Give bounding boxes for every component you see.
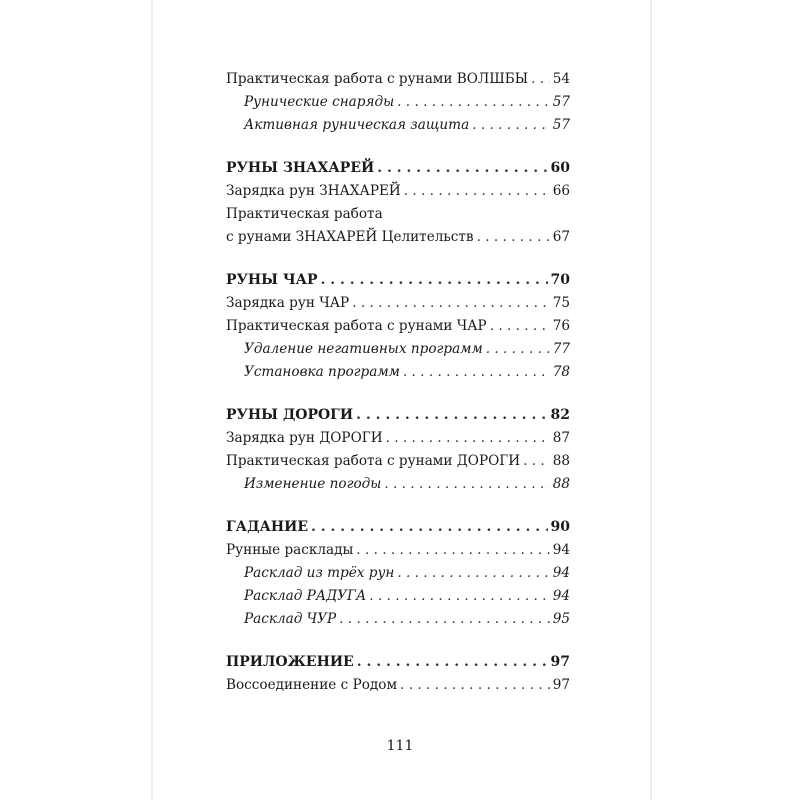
toc-page-number: 60: [550, 160, 570, 176]
toc-entry: [226, 180, 570, 203]
toc-entry-title: Установка программ: [244, 364, 400, 380]
toc-entry-title: РУНЫ ДОРОГИ: [226, 407, 354, 423]
toc-subentry: [226, 585, 570, 608]
dot-leader: [352, 292, 550, 315]
toc-section: [226, 269, 570, 384]
toc-page-number: 57: [552, 117, 570, 133]
toc-subentry: [226, 114, 570, 137]
toc-page-number: 94: [552, 588, 570, 604]
toc-entry-title: Изменение погоды: [244, 476, 382, 492]
toc-subentry: [226, 562, 570, 585]
toc-page-number: 66: [552, 183, 570, 199]
toc-page-number: 75: [552, 295, 570, 311]
toc-page-number: 95: [552, 611, 570, 627]
toc-page-number: 57: [552, 94, 570, 110]
toc-chapter-heading: [226, 516, 570, 539]
toc-page-number: 94: [552, 542, 570, 558]
toc-page-number: 67: [552, 229, 570, 245]
dot-leader: [377, 157, 547, 180]
toc-chapter-heading: [226, 651, 570, 674]
toc-page-number: 90: [550, 519, 570, 535]
toc-page-number: 94: [552, 565, 570, 581]
toc-entry: [226, 68, 570, 91]
dot-leader: [490, 315, 550, 338]
toc-chapter-heading: [226, 269, 570, 292]
toc-section: [226, 651, 570, 697]
toc-entry-title: Практическая работа: [226, 206, 383, 222]
toc-entry: [226, 315, 570, 338]
toc-entry: [226, 450, 570, 473]
dot-leader: [357, 651, 548, 674]
toc-section: [226, 68, 570, 137]
toc-subentry: [226, 473, 570, 496]
toc-entry-title: ПРИЛОЖЕНИЕ: [226, 654, 354, 670]
toc-section: [226, 404, 570, 496]
toc-entry-title: Удаление негативных программ: [244, 341, 483, 357]
toc-page-number: 77: [552, 341, 570, 357]
toc-page-number: 76: [552, 318, 570, 334]
dot-leader: [486, 338, 550, 361]
toc-page-number: 88: [552, 453, 570, 469]
dot-leader: [321, 269, 548, 292]
toc-section: [226, 516, 570, 631]
toc-entry: [226, 539, 570, 562]
toc-chapter-heading: [226, 404, 570, 427]
toc-page-number: 87: [552, 430, 570, 446]
toc-page-number: 97: [550, 654, 570, 670]
dot-leader: [397, 562, 549, 585]
toc-page-number: 54: [552, 71, 570, 87]
dot-leader: [477, 226, 550, 249]
dot-leader: [356, 539, 549, 562]
toc-entry-title: Практическая работа с рунами ЧАР: [226, 318, 487, 334]
dot-leader: [403, 361, 550, 384]
dot-leader: [531, 68, 550, 91]
dot-leader: [369, 585, 549, 608]
toc-entry-title: Расклад РАДУГА: [244, 588, 367, 604]
toc-entry-title: РУНЫ ЗНАХАРЕЙ: [226, 160, 375, 176]
toc-entry-title: Воссоединение с Родом: [226, 677, 398, 693]
toc-entry-title: Зарядка рун ЧАР: [226, 295, 350, 311]
dot-leader: [472, 114, 550, 137]
toc-entry: [226, 292, 570, 315]
dot-leader: [523, 450, 550, 473]
toc-entry-title: Расклад из трёх рун: [244, 565, 395, 581]
table-of-contents: [226, 68, 570, 717]
toc-entry-title: Зарядка рун ЗНАХАРЕЙ: [226, 183, 401, 199]
toc-subentry: [226, 361, 570, 384]
toc-page-number: 97: [552, 677, 570, 693]
toc-entry-title: ГАДАНИЕ: [226, 519, 309, 535]
dot-leader: [386, 427, 550, 450]
toc-chapter-heading: [226, 157, 570, 180]
toc-entry-title: РУНЫ ЧАР: [226, 272, 318, 288]
toc-entry-title: Активная руническая защита: [244, 117, 470, 133]
toc-entry: [226, 203, 570, 226]
toc-entry-title: Практическая работа с рунами ВОЛШБЫ: [226, 71, 529, 87]
toc-entry-title: Зарядка рун ДОРОГИ: [226, 430, 383, 446]
dot-leader: [339, 608, 550, 631]
toc-entry: [226, 226, 570, 249]
toc-page-number: 70: [550, 272, 570, 288]
dot-leader: [400, 674, 550, 697]
toc-subentry: [226, 338, 570, 361]
toc-page-number: 78: [552, 364, 570, 380]
toc-entry: [226, 674, 570, 697]
dot-leader: [311, 516, 547, 539]
toc-entry-title: Рунические снаряды: [244, 94, 395, 110]
dot-leader: [384, 473, 549, 496]
dot-leader: [356, 404, 547, 427]
toc-entry-title: Практическая работа с рунами ДОРОГИ: [226, 453, 521, 469]
dot-leader: [397, 91, 550, 114]
page-number: 111: [386, 738, 414, 754]
toc-entry-title: Рунные расклады: [226, 542, 354, 558]
toc-page-number: 88: [552, 476, 570, 492]
toc-page-number: 82: [550, 407, 570, 423]
toc-entry-title: Расклад ЧУР: [244, 611, 337, 627]
toc-section: [226, 157, 570, 249]
toc-subentry: [226, 608, 570, 631]
toc-entry: [226, 427, 570, 450]
toc-entry-title: с рунами ЗНАХАРЕЙ Целительств: [226, 229, 474, 245]
toc-subentry: [226, 91, 570, 114]
dot-leader: [404, 180, 550, 203]
